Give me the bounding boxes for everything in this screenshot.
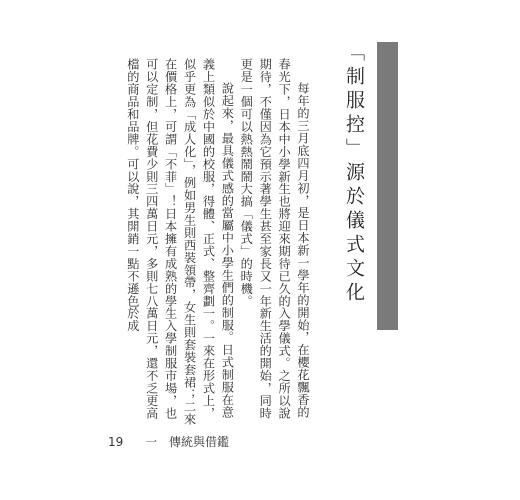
title-accent-bar	[377, 42, 398, 330]
paragraph: 說起來，最具儀式感的當屬中小學生們的制服。日式制服在意義上類似於中國的校服，得體、正式、整齊劃一。一來在形式上，似乎更為「成人化」，例如男生則西裝領帶，女生則套裝套裙；二來在價格上，可謂「不菲」！日本擁有成熟的學生入學制服市場，也可以定制，但花費少則三四萬日元，多則七八萬日元，還不乏更高檔的商品和品牌。可以說，其開銷一點不遜色於成	[125, 58, 235, 426]
page-footer	[108, 433, 229, 450]
section-title: 「制服控」源於儀式文化	[343, 42, 365, 306]
body-text	[112, 58, 312, 428]
running-title: 傳統與借鑑	[168, 435, 229, 449]
paragraph: 每年的三月底四月初，是日本新一學年的開始，在櫻花飄香的春光下，日本中小學新生也將迎來期待已久的入學儀式。之所以說期待，不僅因為它預示著學生甚至家長又一年新生活的開始，同時更是一個可以熱熱鬧鬧大搞「儀式」的時機。	[239, 58, 310, 420]
footer-separator: 一	[145, 435, 158, 449]
page-number: 19	[108, 435, 124, 449]
